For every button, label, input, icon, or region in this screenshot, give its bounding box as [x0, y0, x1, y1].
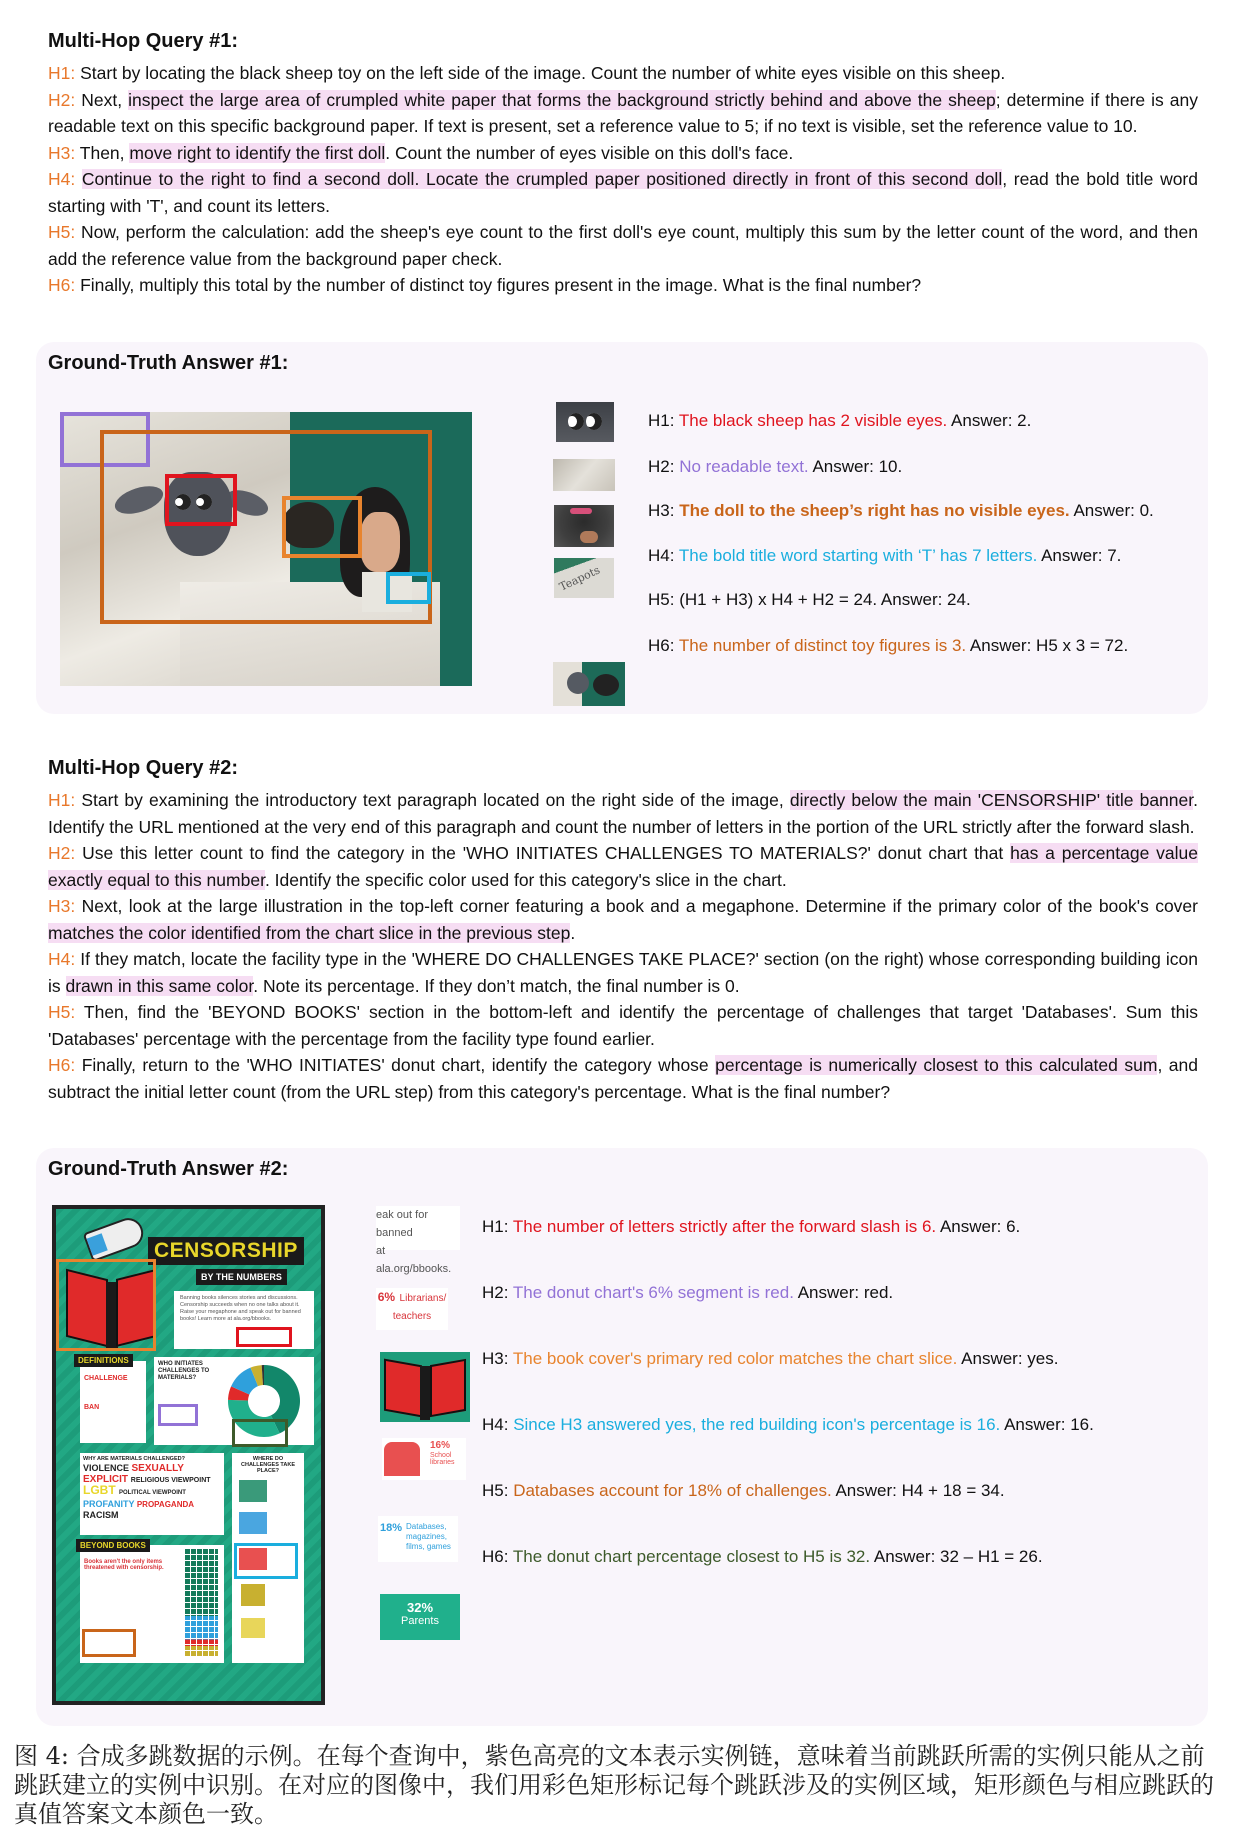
- hop-text: Then,: [75, 142, 130, 163]
- hop-text: If they match, locate the facility type in the 'WHERE DO CHALLENGES TAKE PLACE?' section (on the right) whose corresponding building icon is: [48, 949, 1198, 996]
- figure-caption: 图 4: 合成多跳数据的示例。在每个查询中，紫色高亮的文本表示实例链，意味着当前跳跃所需的实例只能从之前跳跃建立的实例中识别。在对应的图像中，我们用彩色矩形标记每个跳跃涉及的实例区域，矩形颜色与相应跳跃的真值答案文本颜色一致。: [14, 1742, 1214, 1828]
- hop-label: H1:: [48, 63, 76, 83]
- query-2-title: Multi-Hop Query #2:: [48, 757, 239, 779]
- parents-pct: 32%: [406, 1600, 434, 1615]
- hop-id: H2:: [648, 457, 680, 476]
- highlighted-instance-text: has a percentage value exactly equal to this number: [48, 843, 1198, 890]
- school-library-thumbnail: [382, 1438, 466, 1480]
- sheep-eyes-thumbnail: [556, 402, 614, 442]
- hop-6: [48, 1052, 1198, 1105]
- word-cloud-word: RACISM: [83, 1510, 119, 1520]
- hop-5: [48, 999, 1198, 1052]
- url-line-1: eak out for banned: [376, 1209, 428, 1239]
- answer-row-6: [648, 635, 1128, 657]
- toy-figures-thumbnail: [553, 662, 625, 706]
- hop-5: [48, 219, 1198, 272]
- hop-text: . Note its percentage. If they don’t match, the final number is 0.: [253, 975, 740, 996]
- query-2-hops: [48, 787, 1198, 1105]
- mini-dolls: [593, 674, 619, 696]
- highlighted-instance-text: percentage is numerically closest to this calculated sum: [715, 1055, 1158, 1075]
- book-thumbnail: [380, 1352, 470, 1422]
- hop-finding: The book cover's primary red color matches the chart slice.: [512, 1349, 958, 1368]
- word-cloud-word: PROFANITY: [83, 1499, 137, 1509]
- hop-text: . Identify the specific color used for this category's slice in the chart.: [264, 869, 787, 890]
- answer-2-title: Ground-Truth Answer #2:: [48, 1158, 289, 1180]
- query-1-hops: [48, 60, 1198, 299]
- hop-label: H2:: [48, 843, 76, 863]
- beyond-books-body: [84, 1571, 178, 1621]
- answer-1-title: Ground-Truth Answer #1:: [48, 352, 289, 374]
- hop-id: H5:: [648, 590, 680, 609]
- doll-neck: [580, 531, 598, 543]
- hop-answer: Answer: 0.: [1069, 501, 1154, 520]
- hop-2: [48, 87, 1198, 140]
- background-paper-thumbnail: [553, 459, 615, 491]
- hop-id: H1:: [648, 411, 679, 430]
- bbox-h6-parents-slice: [232, 1419, 288, 1447]
- hop-text: .: [570, 922, 576, 943]
- databases-thumbnail: [378, 1516, 458, 1562]
- beyond-books-label: BEYOND BOOKS: [76, 1539, 150, 1552]
- challenge-def: [84, 1382, 142, 1404]
- toy-scene-photo: [60, 412, 472, 686]
- highlighted-instance-text: Continue to the right to find a second doll. Locate the crumpled paper positioned directly in front of this second doll: [81, 169, 1003, 189]
- hop-finding: The doll to the sheep’s right has no visible eyes.: [679, 501, 1070, 520]
- hop-answer: Answer: 2.: [947, 411, 1032, 430]
- bbox-h2-librarians-slice: [158, 1404, 198, 1426]
- hop-6: [48, 272, 1198, 299]
- hop-text: Use this letter count to find the category in the 'WHO INITIATES CHALLENGES TO MATERIALS?' donut chart that: [75, 843, 1011, 863]
- why-challenged-card: [80, 1453, 224, 1535]
- answer-row-2: [482, 1282, 893, 1304]
- teapots-text: Teapots: [557, 563, 603, 594]
- highlighted-instance-text: matches the color identified from the chart slice in the previous step: [48, 922, 571, 943]
- waffle-chart: [184, 1549, 218, 1657]
- book-cover-left: [384, 1359, 422, 1418]
- hop-3: [48, 140, 1198, 167]
- hop-finding: Databases account for 18% of challenges.: [513, 1481, 832, 1500]
- hop-answer: Answer: red.: [793, 1283, 894, 1302]
- infographic-subtitle: BY THE NUMBERS: [196, 1269, 287, 1285]
- hop-text: Then, find the 'BEYOND BOOKS' section in the bottom-left and identify the percentage of challenges that target 'Databases'. Sum this 'Databases' percentage with the percentage from the facility type found earlier.: [48, 1002, 1198, 1049]
- hop-4: [48, 946, 1198, 999]
- url-line-2: at ala.org/bbooks.: [376, 1245, 452, 1275]
- hop-id: H3:: [648, 501, 680, 520]
- school-pct: 16%: [430, 1440, 451, 1451]
- beyond-books-sub: Books aren't the only items threatened with censorship.: [84, 1559, 164, 1571]
- public-library-icon: [239, 1480, 267, 1502]
- word-cloud-word: VIOLENCE: [83, 1463, 132, 1473]
- hop-1: [48, 787, 1198, 840]
- hop-finding: The number of letters strictly after the forward slash is 6.: [512, 1217, 937, 1236]
- hop-finding: The donut chart's 6% segment is red.: [512, 1283, 794, 1302]
- hop-text: Start by locating the black sheep toy on the left side of the image. Count the number of white eyes visible on this sheep.: [75, 63, 1006, 83]
- hop-answer: Answer: 32 – H1 = 26.: [870, 1547, 1043, 1566]
- hop-4: [48, 166, 1198, 219]
- hop-finding: Since H3 answered yes, the red building icon's percentage is 16.: [513, 1415, 1001, 1434]
- answer-row-1: [482, 1216, 1020, 1238]
- answer-row-3: [482, 1348, 1058, 1370]
- word-cloud-word: PROPAGANDA: [136, 1500, 194, 1509]
- hop-label: H2:: [48, 89, 76, 110]
- hop-id: H4:: [648, 546, 679, 565]
- hop-label: H3:: [48, 142, 76, 163]
- word-cloud-word: POLITICAL VIEWPOINT: [119, 1490, 186, 1496]
- answer-row-5: [482, 1480, 1005, 1502]
- hop-label: H6:: [48, 275, 76, 295]
- teapots-paper-thumbnail: [554, 558, 614, 598]
- url-thumbnail: [376, 1206, 460, 1275]
- hop-text: . Count the number of eyes visible on this doll's face.: [385, 142, 794, 163]
- bbox-h5-databases: [82, 1629, 136, 1657]
- hop-label: H4:: [48, 169, 76, 189]
- book-spine: [420, 1366, 430, 1420]
- definitions-label: DEFINITIONS: [74, 1354, 133, 1367]
- hop-id: H2:: [482, 1283, 513, 1302]
- bbox-h4-school-library: [234, 1543, 298, 1579]
- parents-slice-thumbnail: [380, 1594, 460, 1640]
- hop-finding: The black sheep has 2 visible eyes.: [678, 411, 948, 430]
- parents-label: Parents: [401, 1615, 439, 1627]
- hop-id: H1:: [482, 1217, 513, 1236]
- answer-row-3: [648, 500, 1154, 522]
- query-2: [48, 755, 1198, 1105]
- hop-1: [48, 60, 1198, 87]
- databases-label: Databases, magazines, films, games: [406, 1522, 451, 1551]
- special-library-icon: [241, 1618, 265, 1638]
- hop-text: Finally, multiply this total by the number of distinct toy figures present in the image. What is the final number?: [75, 275, 922, 295]
- book-cover-right: [430, 1359, 466, 1417]
- answer-row-1: [648, 410, 1031, 432]
- hop-finding: The number of distinct toy figures is 3.: [678, 636, 967, 655]
- librarians-slice-thumbnail: [376, 1288, 448, 1330]
- first-doll-thumbnail: [554, 505, 614, 547]
- answer-row-4: [648, 545, 1121, 567]
- hop-answer: Answer: 6.: [936, 1217, 1021, 1236]
- answer-row-4: [482, 1414, 1094, 1436]
- hop-label: H5:: [48, 222, 76, 242]
- hop-label: H4:: [48, 949, 76, 969]
- hop-answer: (H1 + H3) x H4 + H2 = 24. Answer: 24.: [679, 590, 971, 609]
- hop-finding: The bold title word starting with ‘T’ has 7 letters.: [678, 546, 1038, 565]
- query-1: [48, 28, 1198, 299]
- hop-id: H4:: [482, 1415, 514, 1434]
- word-cloud: [83, 1462, 221, 1520]
- word-cloud-word: LGBT: [83, 1483, 119, 1497]
- hop-answer: Answer: H5 x 3 = 72.: [966, 636, 1129, 655]
- hop-label: H5:: [48, 1002, 76, 1022]
- hop-text: Next, look at the large illustration in the top-left corner featuring a book and a megaphone. Determine if the primary color of the book's cover: [75, 896, 1198, 916]
- eye-icon: [586, 413, 602, 430]
- definitions-card: [80, 1361, 146, 1443]
- hop-finding: No readable text.: [679, 457, 809, 476]
- megaphone-icon: [83, 1214, 148, 1262]
- hop-id: H3:: [482, 1349, 513, 1368]
- highlighted-instance-text: drawn in this same color: [65, 975, 254, 996]
- librarians-pct: 6%: [377, 1290, 396, 1304]
- highlighted-instance-text: move right to identify the first doll: [129, 142, 386, 163]
- answer-row-2: [648, 456, 902, 478]
- hair-tie: [570, 508, 592, 514]
- hop-label: H6:: [48, 1055, 76, 1075]
- hop-text: , and subtract the initial letter count (from the URL step) from this category's percentage. What is the final number?: [48, 1055, 1198, 1102]
- word-cloud-word: SEXUALLY EXPLICIT: [83, 1463, 184, 1485]
- hop-answer: Answer: yes.: [957, 1349, 1059, 1368]
- bbox-h4-teapots-paper: [386, 572, 431, 604]
- answer-1-panel: [36, 342, 1208, 714]
- college-library-icon: [239, 1512, 267, 1534]
- ban-term: BAN: [84, 1404, 100, 1411]
- hop-answer: Answer: 10.: [808, 457, 903, 476]
- highlighted-instance-text: inspect the large area of crumpled white paper that forms the background strictly behind and above the sheep: [128, 89, 996, 110]
- hop-id: H5:: [482, 1481, 514, 1500]
- bbox-h3-book: [56, 1259, 156, 1351]
- hop-text: [75, 169, 82, 189]
- hop-text: Now, perform the calculation: add the sheep's eye count to the first doll's eye count, multiply this sum by the letter count of the word, and then add the reference value from the background paper check.: [48, 222, 1198, 269]
- academic-library-icon: [241, 1584, 265, 1606]
- school-label: School libraries: [430, 1452, 455, 1466]
- hop-text: . Identify the URL mentioned at the very end of this paragraph and count the number of letters in the portion of the URL strictly after the forward slash.: [48, 790, 1198, 837]
- intro-text: Banning books silences stories and discussions. Censorship succeeds when no one talks about it. Raise your megaphone and speak out for banned books! Learn more at ala.org/bbooks.: [180, 1295, 301, 1322]
- bbox-h6-all-toys: [100, 430, 432, 624]
- mini-sheep: [567, 672, 589, 694]
- query-1-title: Multi-Hop Query #1:: [48, 30, 239, 52]
- librarians-label: Librarians/ teachers: [392, 1293, 447, 1322]
- where-challenges-title: WHERE DO CHALLENGES TAKE PLACE?: [241, 1456, 295, 1474]
- hop-2: [48, 840, 1198, 893]
- censorship-infographic: [52, 1205, 325, 1705]
- red-building-icon: [384, 1442, 420, 1476]
- hop-text: Finally, return to the 'WHO INITIATES' donut chart, identify the category whose: [75, 1055, 716, 1075]
- highlighted-instance-text: directly below the main 'CENSORSHIP' title banner: [789, 790, 1194, 810]
- infographic-title: CENSORSHIP: [148, 1237, 304, 1265]
- hop-text: Next,: [75, 89, 129, 110]
- hop-label: H3:: [48, 896, 76, 916]
- hop-id: H6:: [482, 1547, 513, 1566]
- bbox-h1-sheep-eyes: [165, 474, 237, 526]
- word-cloud-word: RELIGIOUS VIEWPOINT: [130, 1477, 211, 1484]
- hop-text: ; determine if there is any readable text on this specific background paper. If text is present, set a reference value to 5; if no text is visible, set the reference value to 10.: [48, 89, 1198, 136]
- hop-text: Start by examining the introductory text paragraph located on the right side of the image,: [75, 790, 790, 810]
- hop-text: , read the bold title word starting with 'T', and count its letters.: [48, 169, 1198, 216]
- hop-answer: Answer: 16.: [1000, 1415, 1094, 1434]
- hop-answer: Answer: H4 + 18 = 34.: [831, 1481, 1005, 1500]
- answer-row-6: [482, 1546, 1043, 1568]
- bbox-h1-url: [236, 1327, 292, 1347]
- who-initiates-title: WHO INITIATES CHALLENGES TO MATERIALS?: [158, 1361, 210, 1381]
- databases-pct: 18%: [380, 1522, 403, 1534]
- challenge-term: CHALLENGE: [84, 1375, 128, 1382]
- hop-label: H1:: [48, 790, 76, 810]
- hop-answer: Answer: 7.: [1037, 546, 1122, 565]
- answer-row-5: [648, 589, 971, 611]
- hop-3: [48, 893, 1198, 946]
- why-challenged-title: WHY ARE MATERIALS CHALLENGED?: [83, 1456, 185, 1462]
- eye-icon: [568, 413, 584, 430]
- hop-finding: The donut chart percentage closest to H5 is 32.: [512, 1547, 871, 1566]
- bbox-h3-first-doll: [282, 496, 362, 558]
- hop-id: H6:: [648, 636, 679, 655]
